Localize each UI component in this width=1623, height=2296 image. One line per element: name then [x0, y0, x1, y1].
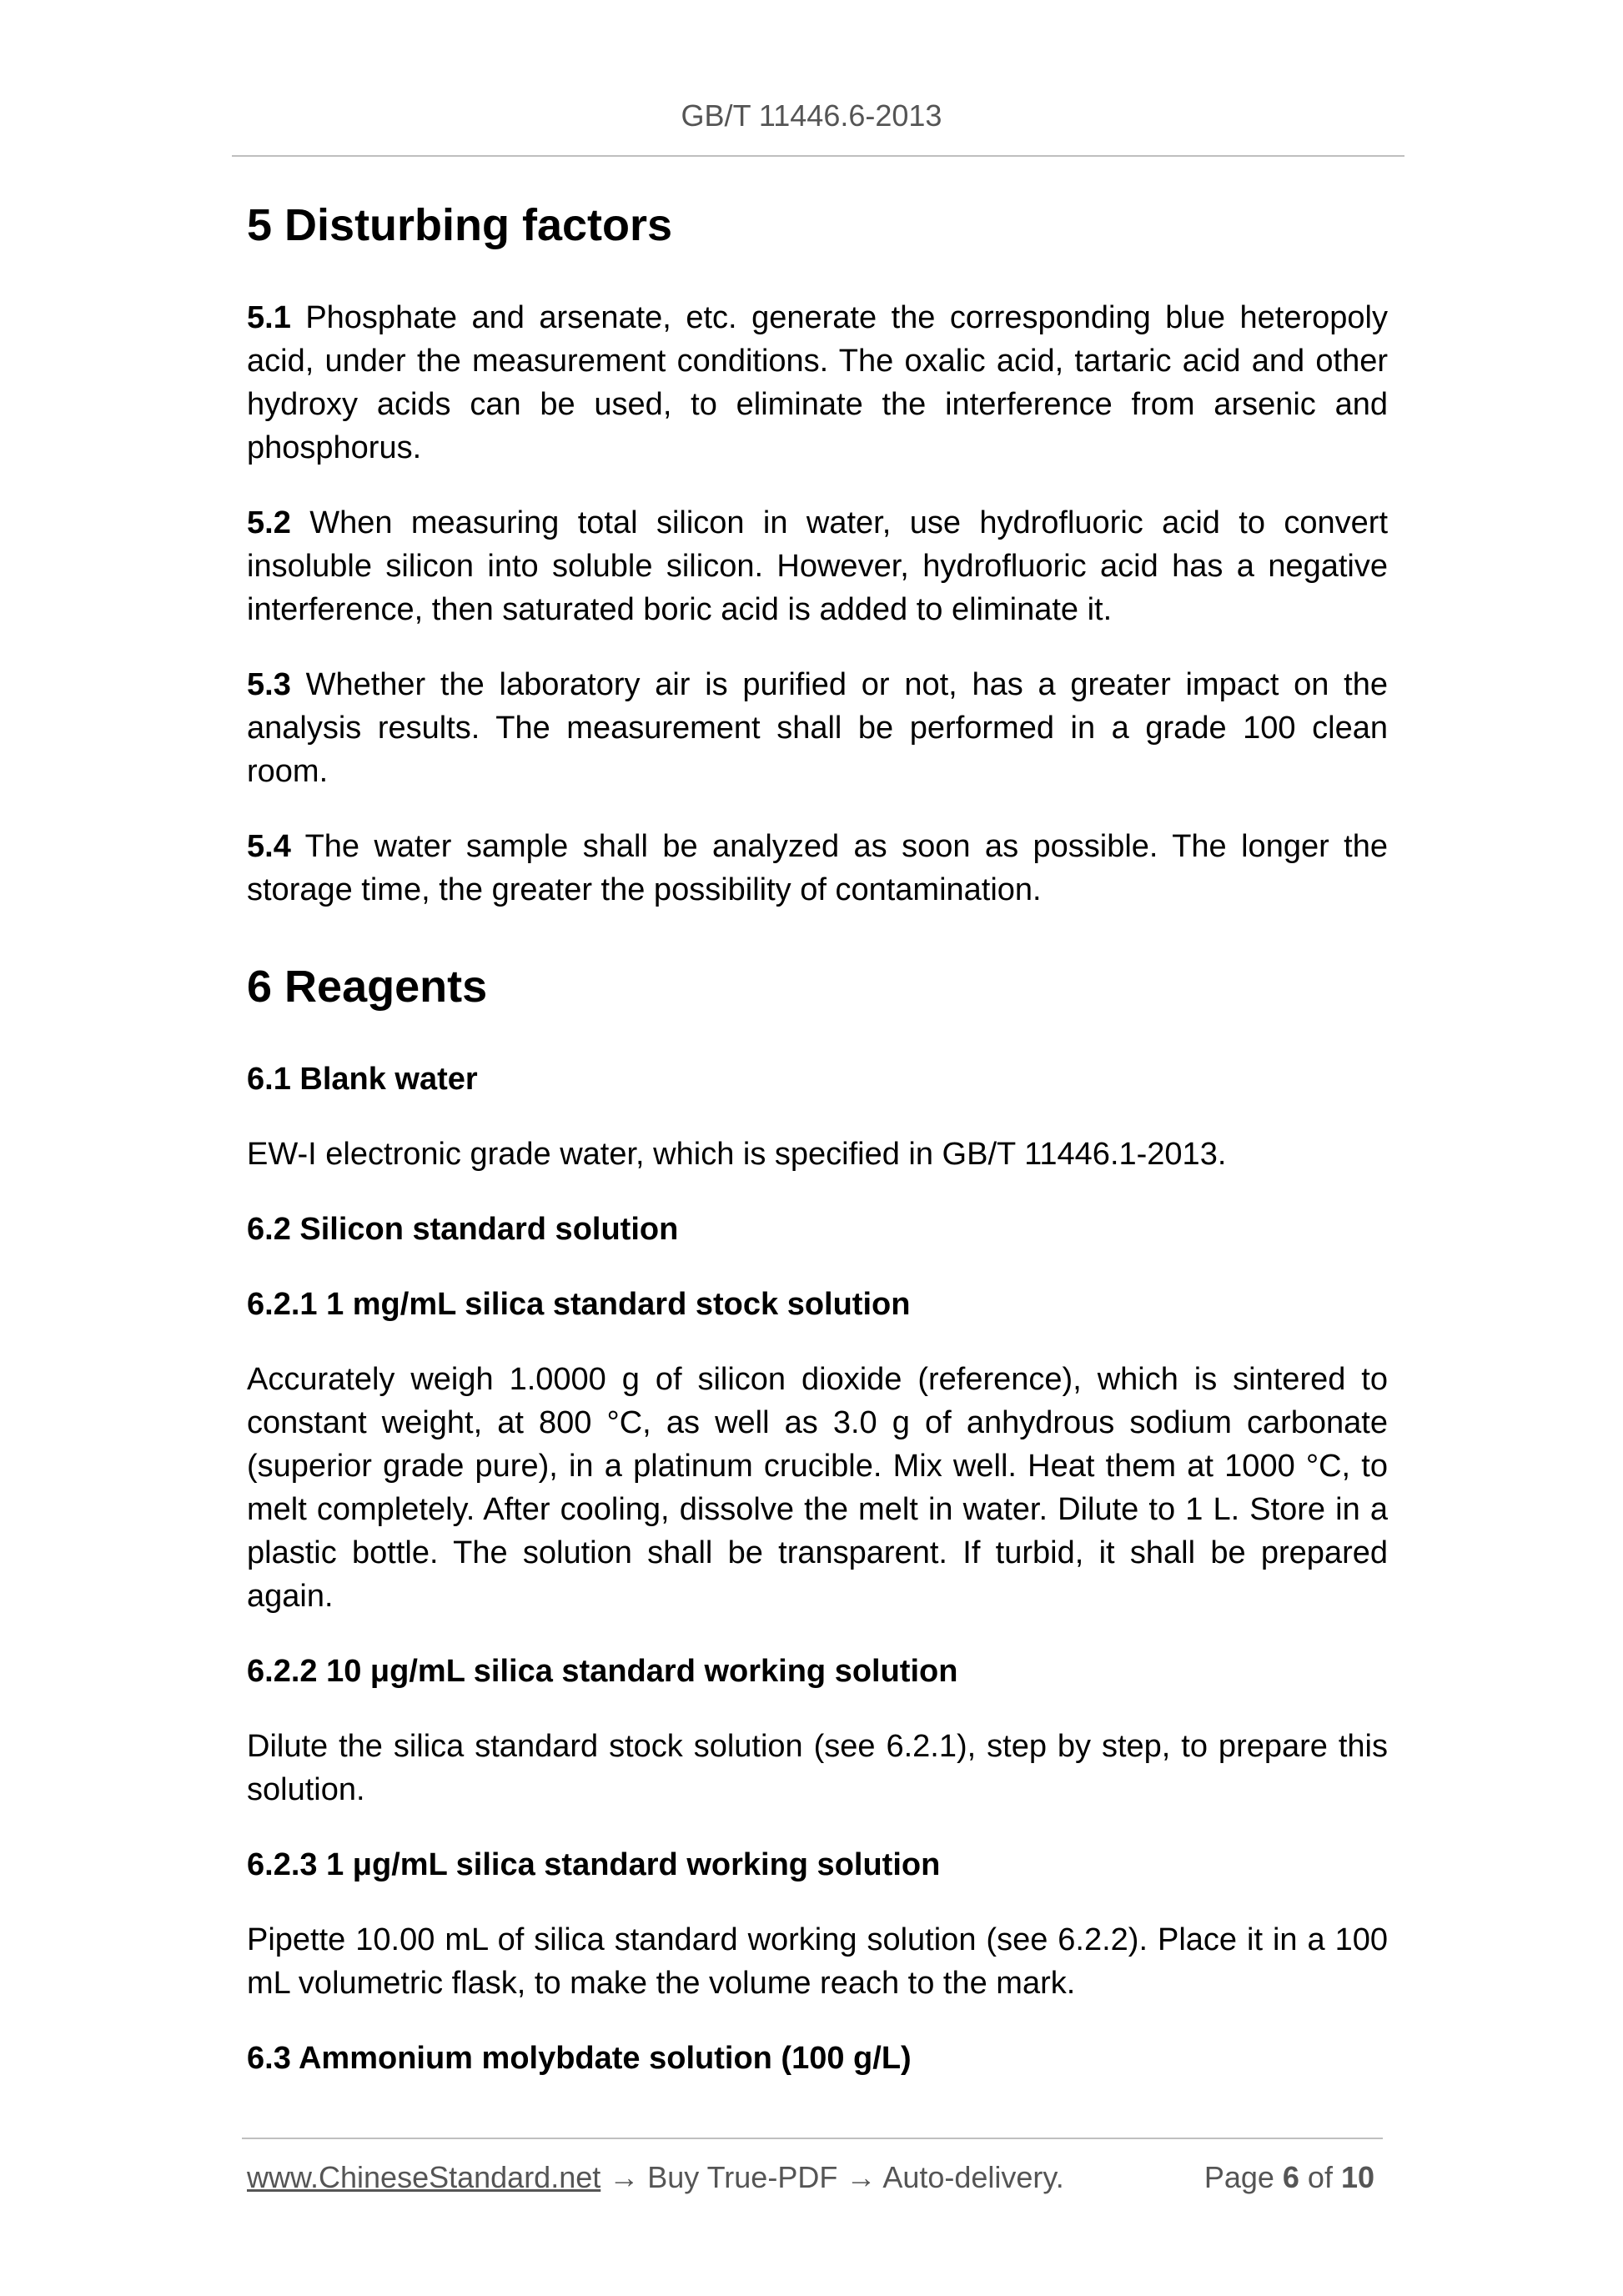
clause-6-2-3-heading: 6.2.3 1 μg/mL silica standard working solution — [247, 1846, 941, 1882]
clause-6-2-3-text: Pipette 10.00 mL of silica standard working solution (see 6.2.2). Place it in a 100 mL volumetric flask, to make the volume reach to the mark. — [247, 1922, 1388, 2001]
website-link[interactable]: www.ChineseStandard.net — [247, 2160, 601, 2194]
header-divider — [232, 155, 1404, 157]
clause-5-4 — [247, 825, 1388, 912]
clause-number: 5.4 — [247, 828, 291, 864]
clause-number: 5.2 — [247, 505, 291, 540]
clause-text: Phosphate and arsenate, etc. generate the corresponding blue heteropoly acid, under the measurement conditions. The oxalic acid, tartaric acid and other hydroxy acids can be used, to eliminate the interference from arsenic and phosphorus. — [247, 299, 1388, 465]
clause-number: 5.3 — [247, 666, 291, 702]
clause-6-1-heading: 6.1 Blank water — [247, 1061, 478, 1097]
clause-text: Whether the laboratory air is purified or not, has a greater impact on the analysis results. The measurement shall be performed in a grade 100 clean room. — [247, 666, 1388, 789]
clause-text: The water sample shall be analyzed as soon as possible. The longer the storage time, the greater the possibility of contamination. — [247, 828, 1388, 907]
page-label: Page — [1203, 2160, 1283, 2194]
document-body — [247, 198, 1388, 2112]
footer-promo — [247, 2160, 1064, 2195]
page-current: 6 — [1282, 2160, 1299, 2194]
clause-5-3 — [247, 663, 1388, 793]
clause-number: 5.1 — [247, 299, 291, 335]
footer-promo-text: → Buy True-PDF → Auto-delivery. — [600, 2160, 1064, 2194]
section-6-title: 6 Reagents — [247, 961, 488, 1012]
footer-divider — [242, 2138, 1383, 2139]
clause-6-2-1-heading: 6.2.1 1 mg/mL silica standard stock solution — [247, 1286, 911, 1322]
clause-6-2-2-heading: 6.2.2 10 μg/mL silica standard working solution — [247, 1653, 958, 1689]
page-number — [1204, 2160, 1374, 2195]
clause-5-2 — [247, 501, 1388, 631]
clause-6-2-heading: 6.2 Silicon standard solution — [247, 1211, 679, 1247]
section-5-title: 5 Disturbing factors — [247, 200, 673, 250]
page-total: 10 — [1340, 2160, 1374, 2194]
clause-text: When measuring total silicon in water, use hydrofluoric acid to convert insoluble silicon into soluble silicon. However, hydrofluoric acid has a negative interference, then saturated boric acid is added to eliminate it. — [247, 505, 1388, 627]
clause-5-1 — [247, 296, 1388, 470]
clause-6-2-1-text: Accurately weigh 1.0000 g of silicon dioxide (reference), which is sintered to constant weight, at 800 °C, as well as 3.0 g of anhydrous sodium carbonate (superior grade pure), in a platinum crucible. Mix well. Heat them at 1000 °C, to melt completely. After cooling, dissolve the melt in water. Dilute to 1 L. Store in a plastic bottle. The solution shall be transparent. If turbid, it shall be prepared again. — [247, 1361, 1388, 1614]
clause-6-2-2-text: Dilute the silica standard stock solution (see 6.2.1), step by step, to prepare this solution. — [247, 1728, 1388, 1807]
page-of-label: of — [1299, 2160, 1341, 2194]
clause-6-3-heading: 6.3 Ammonium molybdate solution (100 g/L) — [247, 2040, 912, 2076]
page-header-standard-number: GB/T 11446.6-2013 — [681, 98, 942, 133]
clause-6-1-text: EW-I electronic grade water, which is specified in GB/T 11446.1-2013. — [247, 1136, 1227, 1172]
